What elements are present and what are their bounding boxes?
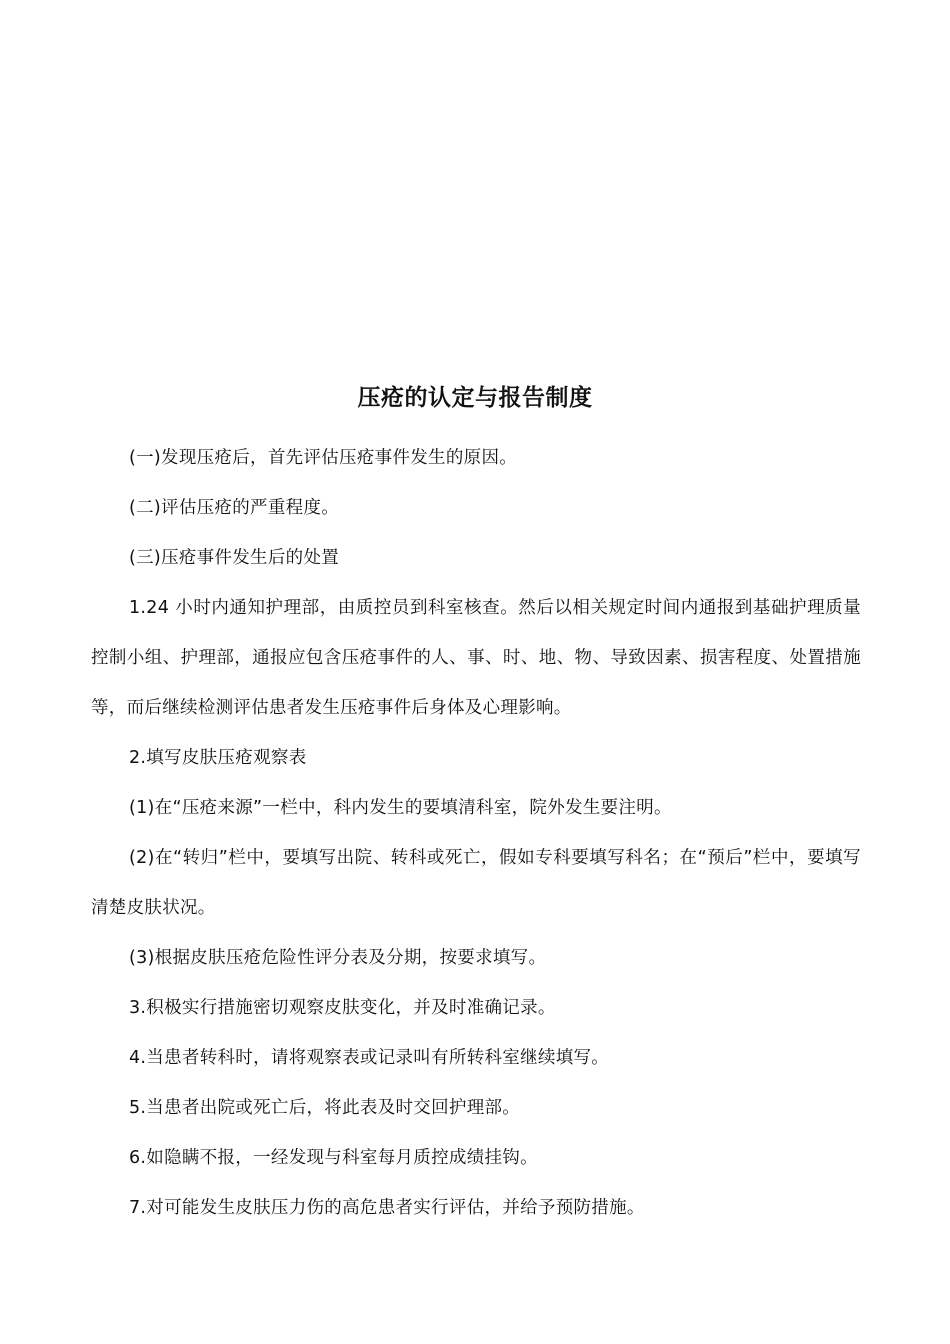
paragraph-4: 1.24 小时内通知护理部，由质控员到科室核查。然后以相关规定时间内通报到基础护理质量控制小组、护理部，通报应包含压疮事件的人、事、时、地、物、导致因素、损害程度、处置措施等，而后继续检测评估患者发生压疮事件后身体及心理影响。 <box>91 598 861 718</box>
paragraph-8: (3)根据皮肤压疮危险性评分表及分期，按要求填写。 <box>129 948 547 968</box>
paragraph-2: (二)评估压疮的严重程度。 <box>129 498 340 518</box>
paragraph-9: 3.积极实行措施密切观察皮肤变化，并及时准确记录。 <box>129 998 556 1018</box>
document-body <box>91 433 861 1233</box>
paragraph-12: 6.如隐瞒不报，一经发现与科室每月质控成绩挂钩。 <box>129 1148 538 1168</box>
paragraph-3: (三)压疮事件发生后的处置 <box>129 548 340 568</box>
paragraph-13: 7.对可能发生皮肤压力伤的高危患者实行评估，并给予预防措施。 <box>129 1198 645 1218</box>
paragraph-10: 4.当患者转科时，请将观察表或记录叫有所转科室继续填写。 <box>129 1048 610 1068</box>
paragraph-1: (一)发现压疮后，首先评估压疮事件发生的原因。 <box>129 448 518 468</box>
paragraph-11: 5.当患者出院或死亡后，将此表及时交回护理部。 <box>129 1098 521 1118</box>
paragraph-7: (2)在“转归”栏中，要填写出院、转科或死亡，假如专科要填写科名；在“预后”栏中，要填写清楚皮肤状况。 <box>91 848 861 918</box>
paragraph-5: 2.填写皮肤压疮观察表 <box>129 748 307 768</box>
paragraph-6: (1)在“压疮来源”一栏中，科内发生的要填清科室，院外发生要注明。 <box>129 798 672 818</box>
document-title: 压疮的认定与报告制度 <box>357 385 593 411</box>
